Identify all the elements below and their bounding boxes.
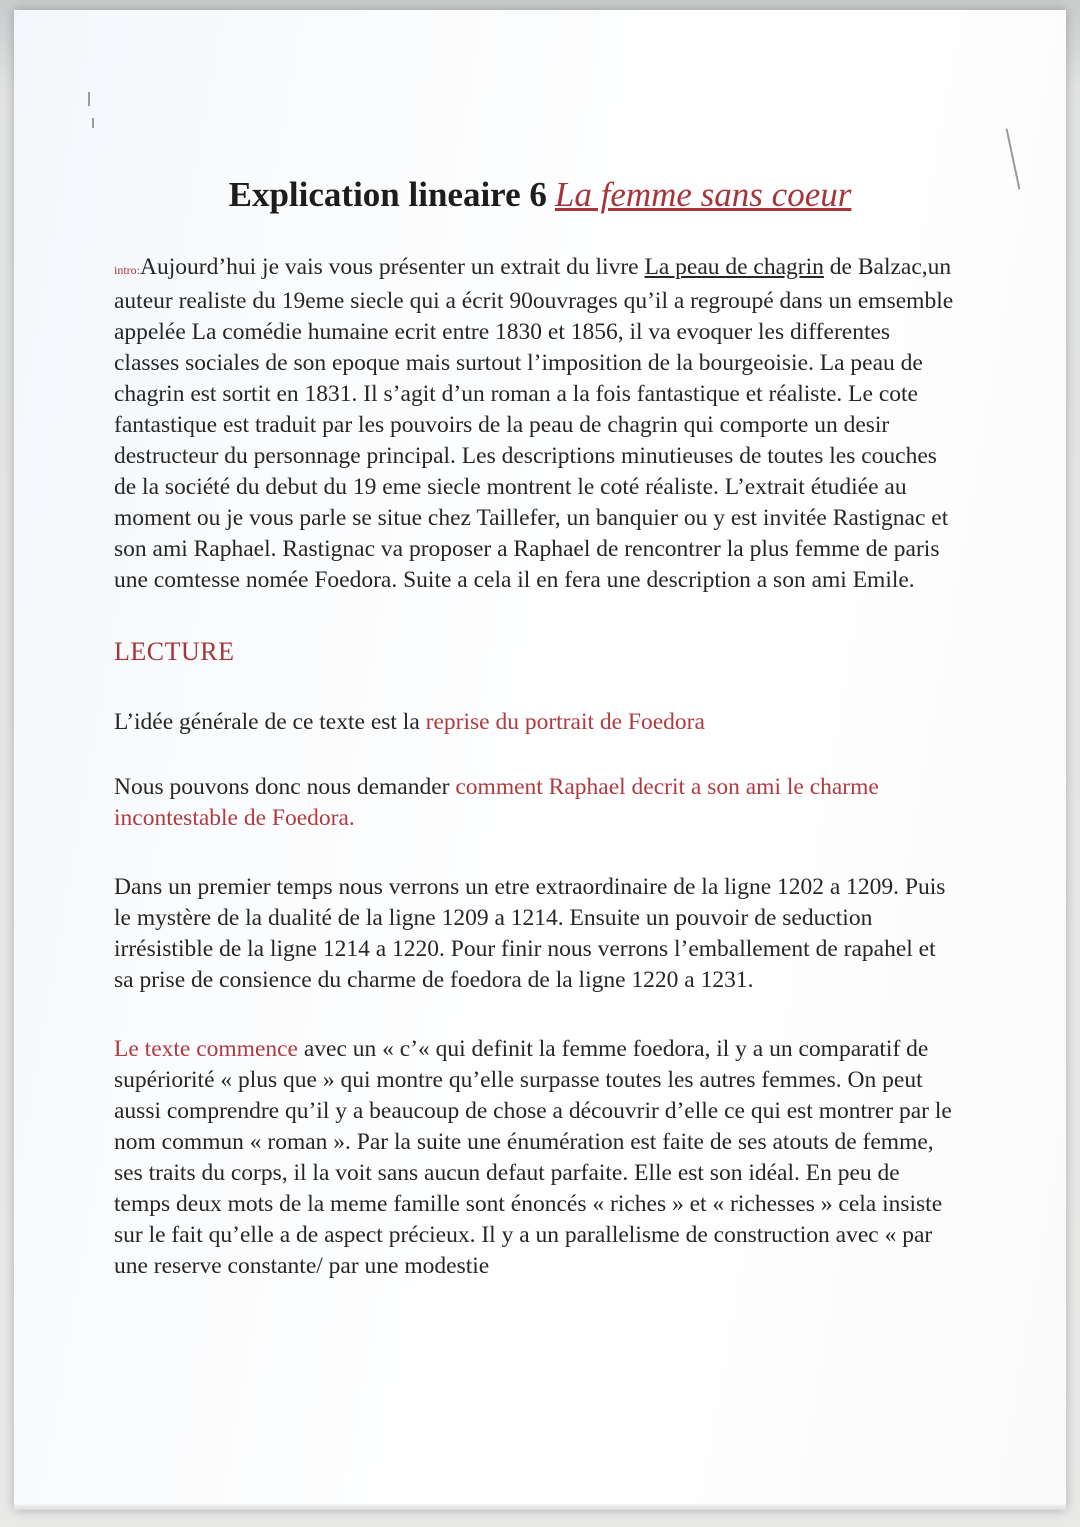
pencil-mark-left-2 (92, 118, 94, 128)
title-main: Explication lineaire 6 (228, 175, 547, 214)
document-body (114, 252, 954, 1282)
plan-paragraph: Dans un premier temps nous verrons un etre extraordinaire de la ligne 1202 a 1209. Puis le mystère de la dualité de la ligne 1209 a 1214. Ensuite un pouvoir de seduction irrésistible de la ligne 1214 a 1220. Pour finir nous verrons l’emballement de rapahel et sa prise de consience du charme de foedora de la ligne 1220 a 1231. (114, 874, 946, 993)
intro-paragraph (114, 252, 954, 596)
idee-generale-paragraph (114, 707, 954, 738)
intro-body: de Balzac,un auteur realiste du 19eme siecle qui a écrit 90ouvrages qu’il a regroupé dans un emsemble appelée La comédie humaine ecrit entre 1830 et 1856, il va evoquer les differentes classes sociales de son epoque mais surtout l’imposition de la bourgeoisie. La peau de chagrin est sortit en 1831. Il s’agit d’un roman a la fois fantastique et réaliste. Le cote fantastique est traduit par les pouvoirs de la peau de chagrin qui comporte un desir destructeur du personnage principal. Les descriptions minutieuses de toutes les couches de la société du debut du 19 eme siecle montrent le coté réaliste. L’extrait étudiée au moment ou je vous parle se situe chez Taillefer, un banquier ou y est invitée Rastignac et son ami Raphael. Rastignac va proposer a Raphael de rencontrer la plus femme de paris une comtesse nomée Foedora. Suite a cela il en fera une description a son ami Emile. (114, 254, 954, 593)
problematique-highlight: comment Raphael decrit a son ami le charme incontestable de Foedora. (114, 774, 879, 831)
paper-sheet (14, 10, 1066, 1510)
intro-label: intro: (114, 263, 140, 277)
intro-lead: Aujourd’hui je vais vous présenter un extrait du livre (140, 254, 645, 280)
idee-generale-highlight: reprise du portrait de Foedora (425, 709, 705, 735)
lecture-heading: LECTURE (114, 637, 235, 666)
title-subtitle: La femme sans coeur (554, 175, 852, 214)
page-title (14, 175, 1066, 215)
analyse-highlight: Le texte commence (114, 1036, 298, 1062)
pencil-mark-left (88, 92, 90, 106)
idee-generale-lead: L’idée générale de ce texte est la (114, 709, 426, 735)
problematique-lead: Nous pouvons donc nous demander (114, 774, 456, 800)
analyse-paragraph (114, 1034, 954, 1282)
problematique-paragraph (114, 772, 954, 834)
analyse-body: avec un « c’« qui definit la femme foedora, il y a un comparatif de supériorité « plus que » qui montre qu’elle surpasse toutes les autres femmes. On peut aussi comprendre qu’il y a beaucoup de chose a découvrir d’elle ce qui est montrer par le nom commun « roman ». Par la suite une énumération est faite de ses atouts de femme, ses traits du corps, il la voit sans aucun defaut parfaite. Elle est son idéal. En peu de temps deux mots de la meme famille sont énoncés « riches » et « richesses » cela insiste sur le fait qu’elle a de aspect précieux. Il y a un parallelisme de construction avec « par une reserve constante/ par une modestie (114, 1036, 952, 1279)
book-title: La peau de chagrin (644, 254, 824, 280)
